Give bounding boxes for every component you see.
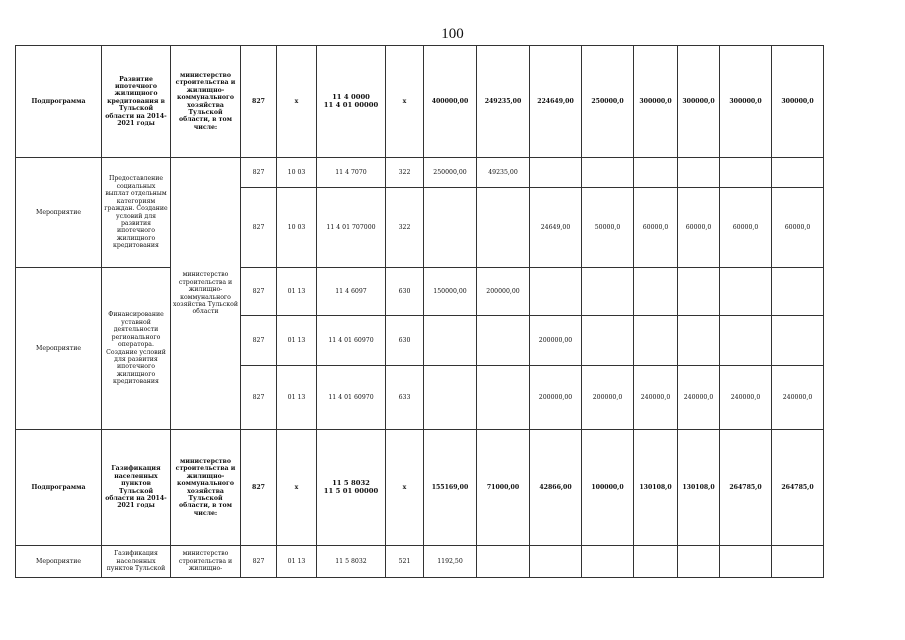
cell-value: 240000,0 — [772, 366, 824, 430]
cell-csr: 11 4 01 60970 — [317, 316, 386, 366]
cell-rzpr: 01 13 — [277, 268, 317, 316]
cell-value — [634, 158, 678, 188]
cell-vr: 521 — [386, 546, 424, 578]
cell-value — [582, 316, 634, 366]
cell-value: 250000,0 — [582, 46, 634, 158]
row-name: Развитие ипотечного жилищного кредитования в Тульской области на 2014-2021 годы — [102, 46, 171, 158]
row-name: Финансирование уставной деятельности регионального оператора. Создание условий для развития ипотечного жилищного кредитования — [102, 268, 171, 430]
cell-value — [720, 268, 772, 316]
row-executor: министерство строительства и жилищно-коммунального хозяйства Тульской области, в том числе: — [171, 430, 241, 546]
cell-value: 60000,0 — [634, 188, 678, 268]
cell-csr: 11 5 8032 11 5 01 00000 — [317, 430, 386, 546]
cell-value: 300000,0 — [634, 46, 678, 158]
cell-value: 240000,0 — [720, 366, 772, 430]
cell-vr: х — [386, 430, 424, 546]
cell-grbs: 827 — [241, 268, 277, 316]
cell-vr: 633 — [386, 366, 424, 430]
cell-value — [772, 316, 824, 366]
cell-grbs: 827 — [241, 366, 277, 430]
cell-value: 71000,00 — [477, 430, 530, 546]
cell-value: 1192,50 — [424, 546, 477, 578]
cell-value: 24649,00 — [530, 188, 582, 268]
table-row — [16, 158, 824, 188]
cell-csr: 11 4 6097 — [317, 268, 386, 316]
cell-value: 60000,0 — [720, 188, 772, 268]
cell-value: 42866,00 — [530, 430, 582, 546]
cell-grbs: 827 — [241, 188, 277, 268]
cell-vr: 322 — [386, 158, 424, 188]
row-type: Мероприятие — [16, 268, 102, 430]
cell-value: 200000,00 — [530, 316, 582, 366]
cell-value: 250000,00 — [424, 158, 477, 188]
cell-value — [424, 188, 477, 268]
cell-value — [772, 158, 824, 188]
cell-value — [634, 546, 678, 578]
cell-value — [772, 546, 824, 578]
cell-value — [477, 316, 530, 366]
row-type: Подпрограмма — [16, 430, 102, 546]
row-name: Предоставление социальных выплат отдельным категориям граждан. Создание условий для развития ипотечного жилищного кредитования — [102, 158, 171, 268]
cell-rzpr: 10 03 — [277, 158, 317, 188]
cell-value: 155169,00 — [424, 430, 477, 546]
cell-csr: 11 4 01 60970 — [317, 366, 386, 430]
cell-value — [582, 546, 634, 578]
table-row — [16, 268, 824, 316]
cell-value — [678, 158, 720, 188]
cell-grbs: 827 — [241, 430, 277, 546]
cell-value — [477, 188, 530, 268]
cell-value — [678, 316, 720, 366]
cell-value — [772, 268, 824, 316]
cell-csr: 11 5 8032 — [317, 546, 386, 578]
cell-value — [530, 546, 582, 578]
cell-rzpr: 10 03 — [277, 188, 317, 268]
page-number: 100 — [441, 26, 464, 42]
row-executor: министерство строительства и жилищно-коммунального хозяйства Тульской области, в том числе: — [171, 46, 241, 158]
cell-vr: 630 — [386, 268, 424, 316]
cell-grbs: 827 — [241, 158, 277, 188]
cell-csr: 11 4 7070 — [317, 158, 386, 188]
cell-value: 300000,0 — [720, 46, 772, 158]
cell-value: 200000,0 — [582, 366, 634, 430]
cell-value — [530, 158, 582, 188]
row-executor: министерство строительства и жилищно-коммунального хозяйства Тульской области — [171, 158, 241, 430]
cell-value — [634, 316, 678, 366]
cell-value: 224649,00 — [530, 46, 582, 158]
cell-value — [720, 158, 772, 188]
cell-value — [720, 546, 772, 578]
cell-value: 249235,00 — [477, 46, 530, 158]
cell-csr: 11 4 01 707000 — [317, 188, 386, 268]
cell-value — [424, 366, 477, 430]
cell-csr: 11 4 0000 11 4 01 00000 — [317, 46, 386, 158]
row-type: Подпрограмма — [16, 46, 102, 158]
cell-value: 240000,0 — [634, 366, 678, 430]
cell-value — [530, 268, 582, 316]
cell-vr: 630 — [386, 316, 424, 366]
row-type: Мероприятие — [16, 546, 102, 578]
row-name: Газификация населенных пунктов Тульской — [102, 546, 171, 578]
cell-grbs: 827 — [241, 46, 277, 158]
cell-value — [582, 158, 634, 188]
cell-value: 100000,0 — [582, 430, 634, 546]
cell-value: 240000,0 — [678, 366, 720, 430]
table-row — [16, 46, 824, 158]
cell-value: 60000,0 — [772, 188, 824, 268]
cell-value — [477, 546, 530, 578]
cell-value: 400000,00 — [424, 46, 477, 158]
cell-value: 150000,00 — [424, 268, 477, 316]
cell-value: 300000,0 — [678, 46, 720, 158]
cell-value: 130108,0 — [678, 430, 720, 546]
table-row — [16, 430, 824, 546]
cell-value — [678, 268, 720, 316]
cell-value — [634, 268, 678, 316]
cell-value — [720, 316, 772, 366]
cell-value: 264785,0 — [772, 430, 824, 546]
cell-value — [477, 366, 530, 430]
cell-value: 200000,00 — [477, 268, 530, 316]
row-type: Мероприятие — [16, 158, 102, 268]
cell-value: 130108,0 — [634, 430, 678, 546]
budget-table — [15, 45, 824, 578]
cell-value: 60000,0 — [678, 188, 720, 268]
cell-value: 264785,0 — [720, 430, 772, 546]
cell-value — [582, 268, 634, 316]
cell-rzpr: 01 13 — [277, 366, 317, 430]
cell-grbs: 827 — [241, 546, 277, 578]
cell-value — [424, 316, 477, 366]
cell-grbs: 827 — [241, 316, 277, 366]
cell-vr: 322 — [386, 188, 424, 268]
cell-value: 300000,0 — [772, 46, 824, 158]
cell-rzpr: х — [277, 46, 317, 158]
cell-vr: х — [386, 46, 424, 158]
cell-value: 49235,00 — [477, 158, 530, 188]
cell-value — [678, 546, 720, 578]
row-name: Газификация населенных пунктов Тульской области на 2014-2021 годы — [102, 430, 171, 546]
table-row — [16, 546, 824, 578]
cell-rzpr: 01 13 — [277, 316, 317, 366]
cell-rzpr: х — [277, 430, 317, 546]
cell-value: 50000,0 — [582, 188, 634, 268]
row-executor: министерство строительства и жилищно- — [171, 546, 241, 578]
cell-value: 200000,00 — [530, 366, 582, 430]
cell-rzpr: 01 13 — [277, 546, 317, 578]
